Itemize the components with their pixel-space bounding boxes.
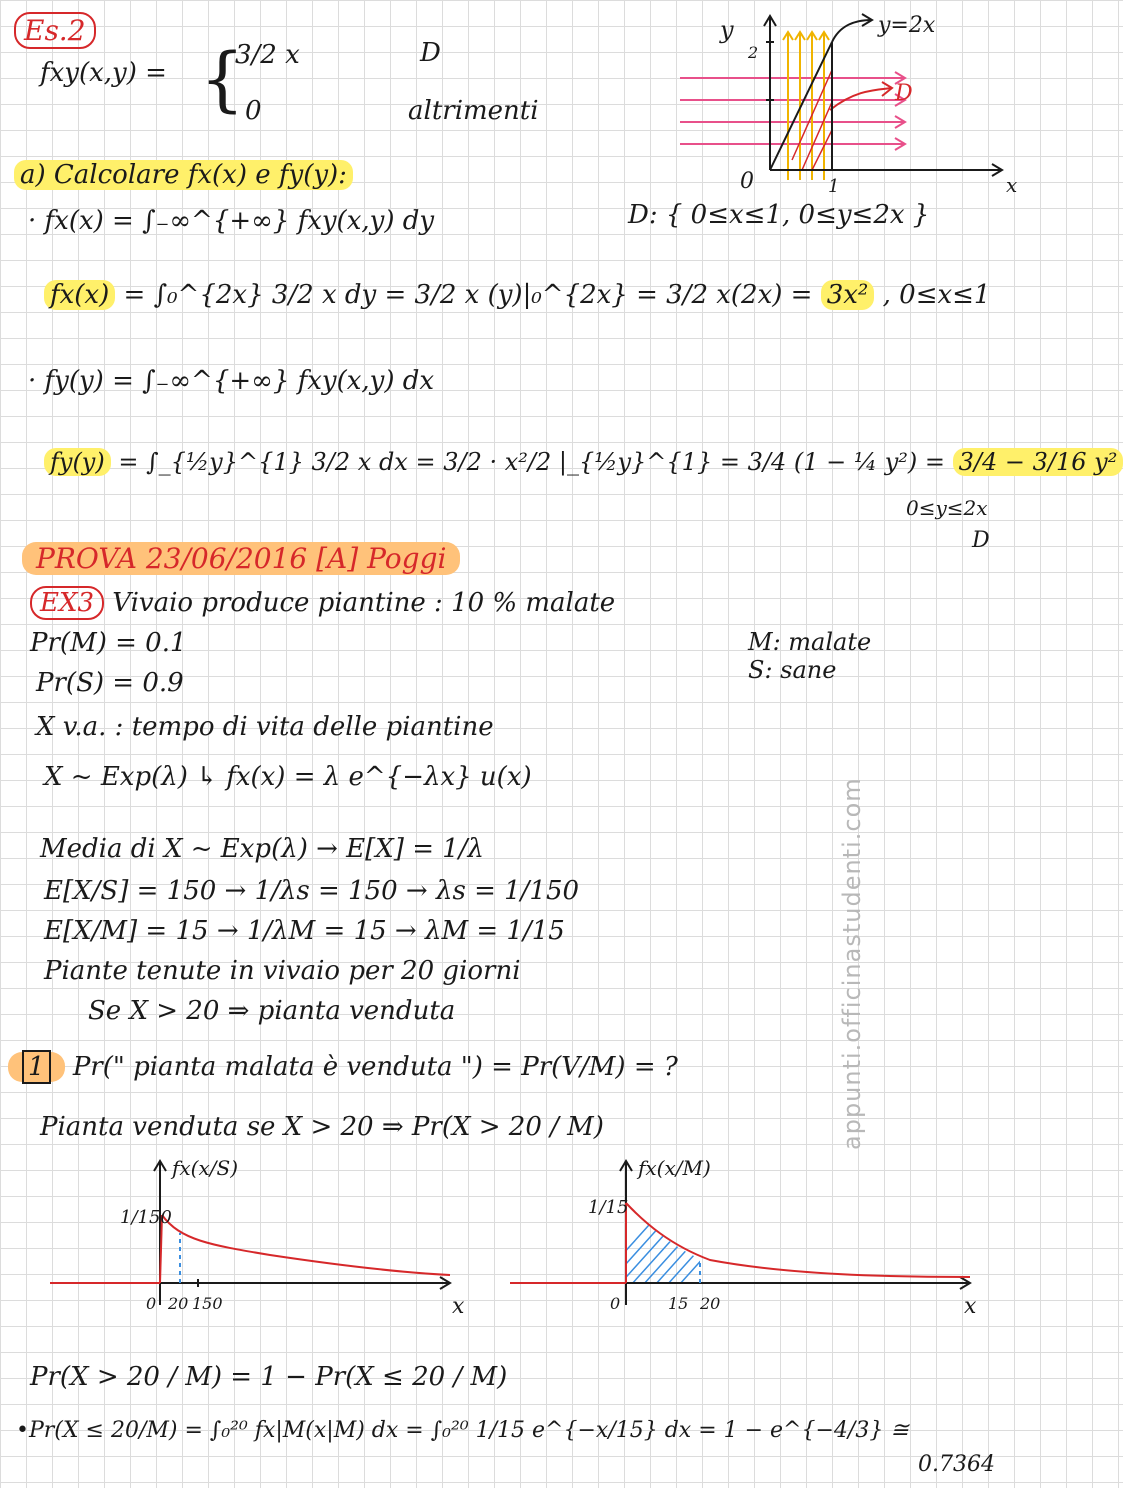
left-yval: 1/150 [120,1207,172,1228]
legend-m: M: malate [748,628,872,656]
fx-result: 3x² [821,280,875,310]
brace: { [200,38,245,120]
left-density-curve [162,1215,450,1275]
question-line [8,1052,678,1082]
graph-origin: 0 [740,169,754,194]
pr-m: Pr(M) = 0.1 [30,628,187,658]
left-ylabel: fx(x/S) [172,1156,239,1180]
e-x-s: E[X/S] = 150 → 1/λs = 150 → λs = 1/150 [44,876,580,906]
fy-range: 0≤y≤2x [906,496,988,520]
right-tick-20: 20 [700,1294,721,1313]
graph-line-label: y=2x [878,13,936,38]
days: Piante tenute in vivaio per 20 giorni [44,956,521,986]
ex3-intro: Vivaio produce piantine : 10 % malate [112,588,616,618]
right-yval: 1/15 [588,1197,629,1218]
prova-title: PROVA 23/06/2016 [A] Poggi [22,542,460,575]
joint-density-lhs: fxy(x,y) = [40,58,167,88]
sold-condition: Se X > 20 ⇒ pianta venduta [88,996,456,1026]
graph-left [50,1155,470,1325]
fy-lhs: fy(y) [44,448,111,476]
left-xlabel: x [452,1294,465,1319]
final-integral: •Pr(X ≤ 20/M) = ∫₀²⁰ fx|M(x|M) dx = ∫₀²⁰ 1/15 e^{−x/15} dx = 1 − e^{−4/3} ≅ [16,1418,909,1443]
case-1-expr: 3/2 x [235,40,300,70]
right-xlabel: x [964,1294,977,1319]
question-number: 1 [8,1052,65,1082]
domain-D: D: { 0≤x≤1, 0≤y≤2x } [628,200,930,230]
graph-region-label: D [895,81,913,106]
left-tick-150: 150 [192,1294,223,1313]
fy-calc: = ∫_{½y}^{1} 3/2 x dx = 3/2 · x²/2 |_{½y}^{1} = 3/4 (1 − ¼ y²) = [118,448,946,476]
right-density-curve [626,1203,970,1277]
question-rule: Pianta venduta se X > 20 ⇒ Pr(X > 20 / M) [40,1112,604,1142]
left-tick-20: 20 [168,1294,189,1313]
watermark: appunti.officinastudenti.com [838,777,866,1150]
fx-calc: = ∫₀^{2x} 3/2 x dy = 3/2 x (y)|₀^{2x} = 3/2 x(2x) = [123,280,813,310]
case-2-cond: altrimenti [408,96,539,126]
right-tick-15: 15 [668,1294,689,1313]
graph-x-tick: 1 [828,176,840,197]
question-text: Pr(" pianta malata è venduta ") = Pr(V/M) = ? [72,1052,678,1082]
ex3-line [30,588,615,618]
left-tick-0: 0 [146,1294,157,1313]
right-ylabel: fx(x/M) [638,1156,711,1180]
complement-rule: Pr(X > 20 / M) = 1 − Pr(X ≤ 20 / M) [30,1362,508,1392]
e-x-m: E[X/M] = 15 → 1/λM = 15 → λM = 1/15 [44,916,565,946]
final-result: 0.7364 [918,1452,995,1477]
graph-x-label: x [1006,173,1018,197]
case-2-expr: 0 [245,96,262,126]
fx-line [44,280,990,310]
media: Media di X ~ Exp(λ) → E[X] = 1/λ [40,834,485,864]
graph-y-tick: 2 [748,43,759,62]
random-variable: X v.a. : tempo di vita delle piantine [36,712,494,742]
part-a-title: a) Calcolare fx(x) e fy(y): [14,160,353,190]
fx-range: , 0≤x≤1 [882,280,991,310]
region-graph [680,10,1030,200]
fx-lhs: fx(x) [44,280,115,310]
case-1-cond: D [420,38,441,68]
gold-arrows [783,32,829,180]
distribution: X ~ Exp(λ) ↳ fx(x) = λ e^{−λx} u(x) [44,762,532,792]
fy-result: 3/4 − 3/16 y² [953,448,1123,476]
ex3-label: EX3 [30,586,104,620]
right-tick-0: 0 [610,1294,621,1313]
fy-D: D [972,528,990,553]
fy-line [44,448,1123,476]
fy-definition: · fy(y) = ∫₋∞^{+∞} fxy(x,y) dx [28,366,435,396]
graph-right [510,1155,990,1325]
graph-y-label: y [720,16,734,44]
pink-arrows [680,72,905,150]
fx-definition: · fx(x) = ∫₋∞^{+∞} fxy(x,y) dy [28,206,435,236]
pr-s: Pr(S) = 0.9 [36,668,184,698]
exercise-label: Es.2 [14,14,96,47]
legend-s: S: sane [748,656,837,684]
